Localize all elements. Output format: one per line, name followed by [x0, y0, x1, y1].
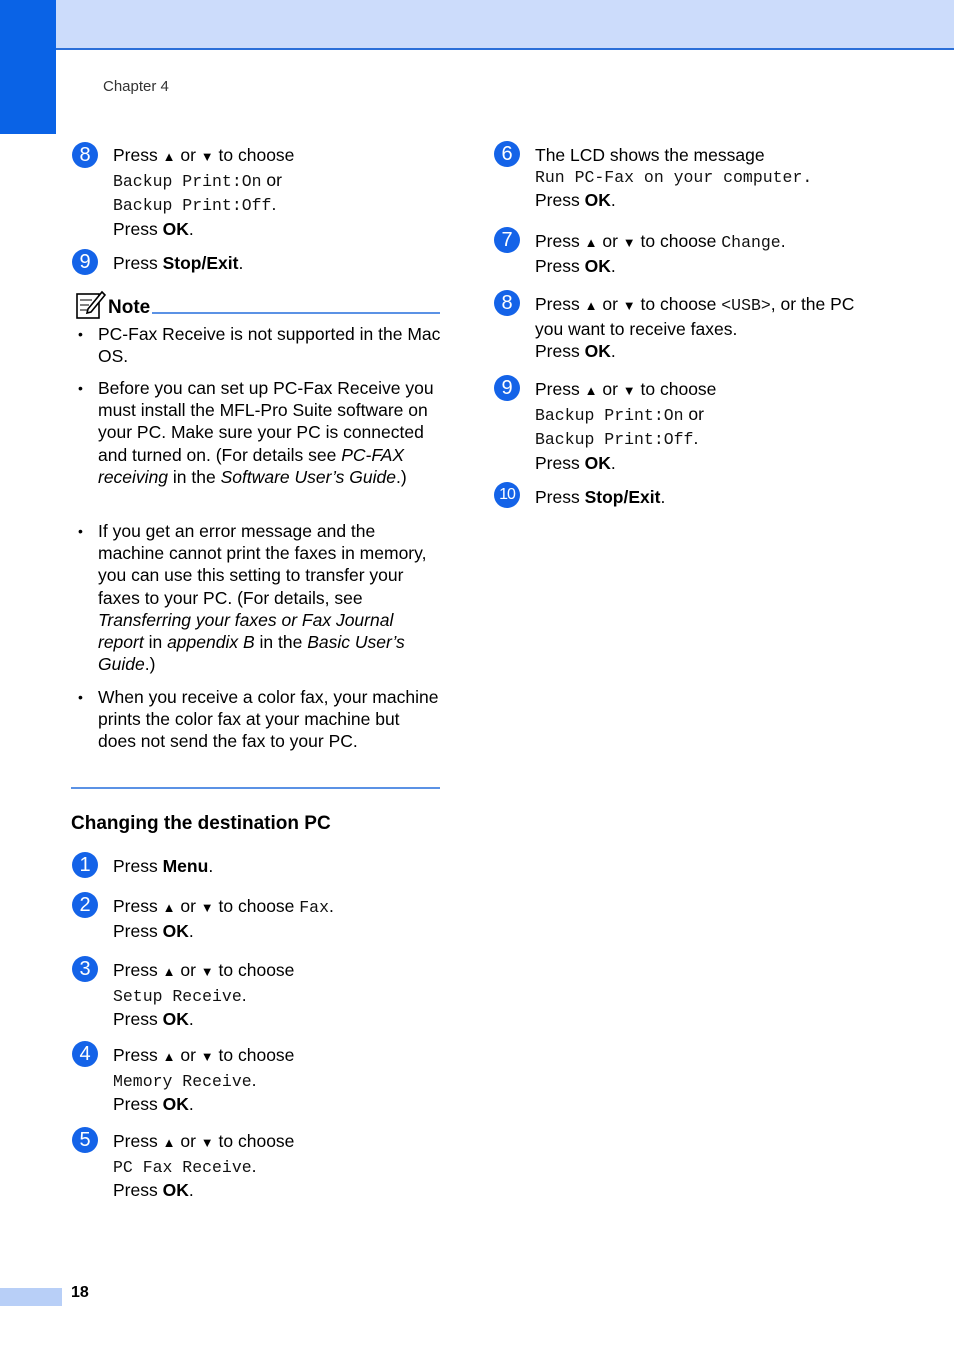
step-number: 9	[72, 249, 98, 275]
step-1: 1 Press Menu.	[72, 852, 452, 882]
note-header	[74, 290, 440, 324]
step-3: 3 Press ▲ or ▼ to choose Setup Receive. Press OK.	[72, 956, 452, 1028]
step-4: 4 Press ▲ or ▼ to choose Memory Receive. Press OK.	[72, 1041, 452, 1113]
header-bar	[56, 0, 954, 50]
step-number: 3	[72, 956, 98, 982]
step-number: 5	[72, 1127, 98, 1153]
step-10: 10 Press Stop/Exit.	[494, 482, 934, 512]
step-2: 2 Press ▲ or ▼ to choose Fax. Press OK.	[72, 892, 452, 942]
step-number: 1	[72, 852, 98, 878]
note-item: • When you receive a color fax, your machine prints the color fax at your machine but does not send the fax to your PC.	[78, 687, 439, 752]
step-number: 6	[494, 141, 520, 167]
step-number: 4	[72, 1041, 98, 1067]
step-6: 6 The LCD shows the message Run PC-Fax on your computer. Press OK.	[494, 141, 934, 213]
page-number: 18	[71, 1284, 89, 1301]
chapter-label: Chapter 4	[103, 78, 169, 95]
lcd-option: Backup Print:On	[113, 171, 262, 191]
step-9-right: 9 Press ▲ or ▼ to choose Backup Print:On or Backup Print:Off. Press OK.	[494, 375, 934, 470]
step-number: 10	[494, 482, 520, 508]
note-title: Note	[108, 297, 151, 318]
step-8-left: 8 Press ▲ or ▼ to choose Backup Print:On or Backup Print:Off. Press OK.	[72, 142, 452, 242]
step-number: 8	[72, 142, 98, 168]
note-item: • PC-Fax Receive is not supported in the Mac OS.	[78, 324, 441, 367]
step-5: 5 Press ▲ or ▼ to choose PC Fax Receive. Press OK.	[72, 1127, 452, 1199]
step-9-left: 9 Press Stop/Exit.	[72, 249, 452, 279]
note-divider	[152, 312, 440, 314]
note-bottom-divider	[71, 787, 440, 789]
lcd-option: Backup Print:Off	[113, 196, 272, 215]
note-item: • If you get an error message and the machine cannot print the faxes in memory, you can use this setting to transfer your faxes to your PC. (For details, see Transferring your faxes or Fax Journal report in appendix B in the Basic User’s Guide.)	[78, 521, 427, 675]
page-tab	[0, 1288, 62, 1306]
section-title: Changing the destination PC	[71, 813, 331, 834]
step-number: 8	[494, 290, 520, 316]
step-number: 9	[494, 375, 520, 401]
step-8-right: 8 Press ▲ or ▼ to choose <USB>, or the PC you want to receive faxes. Press OK.	[494, 290, 934, 362]
note-item: • Before you can set up PC-Fax Receive you must install the MFL-Pro Suite software on your PC. Make sure your PC is connected and turned on. (For details see PC-FAX receiving in the Software User’s Guide.)	[78, 378, 434, 487]
note-pencil-icon	[74, 290, 106, 322]
step-number: 2	[72, 892, 98, 918]
step-number: 7	[494, 227, 520, 253]
step-text: Press ▲ or ▼ to choose	[113, 145, 295, 165]
step-7: 7 Press ▲ or ▼ to choose Change. Press OK.	[494, 227, 934, 277]
chapter-tab	[0, 0, 56, 134]
